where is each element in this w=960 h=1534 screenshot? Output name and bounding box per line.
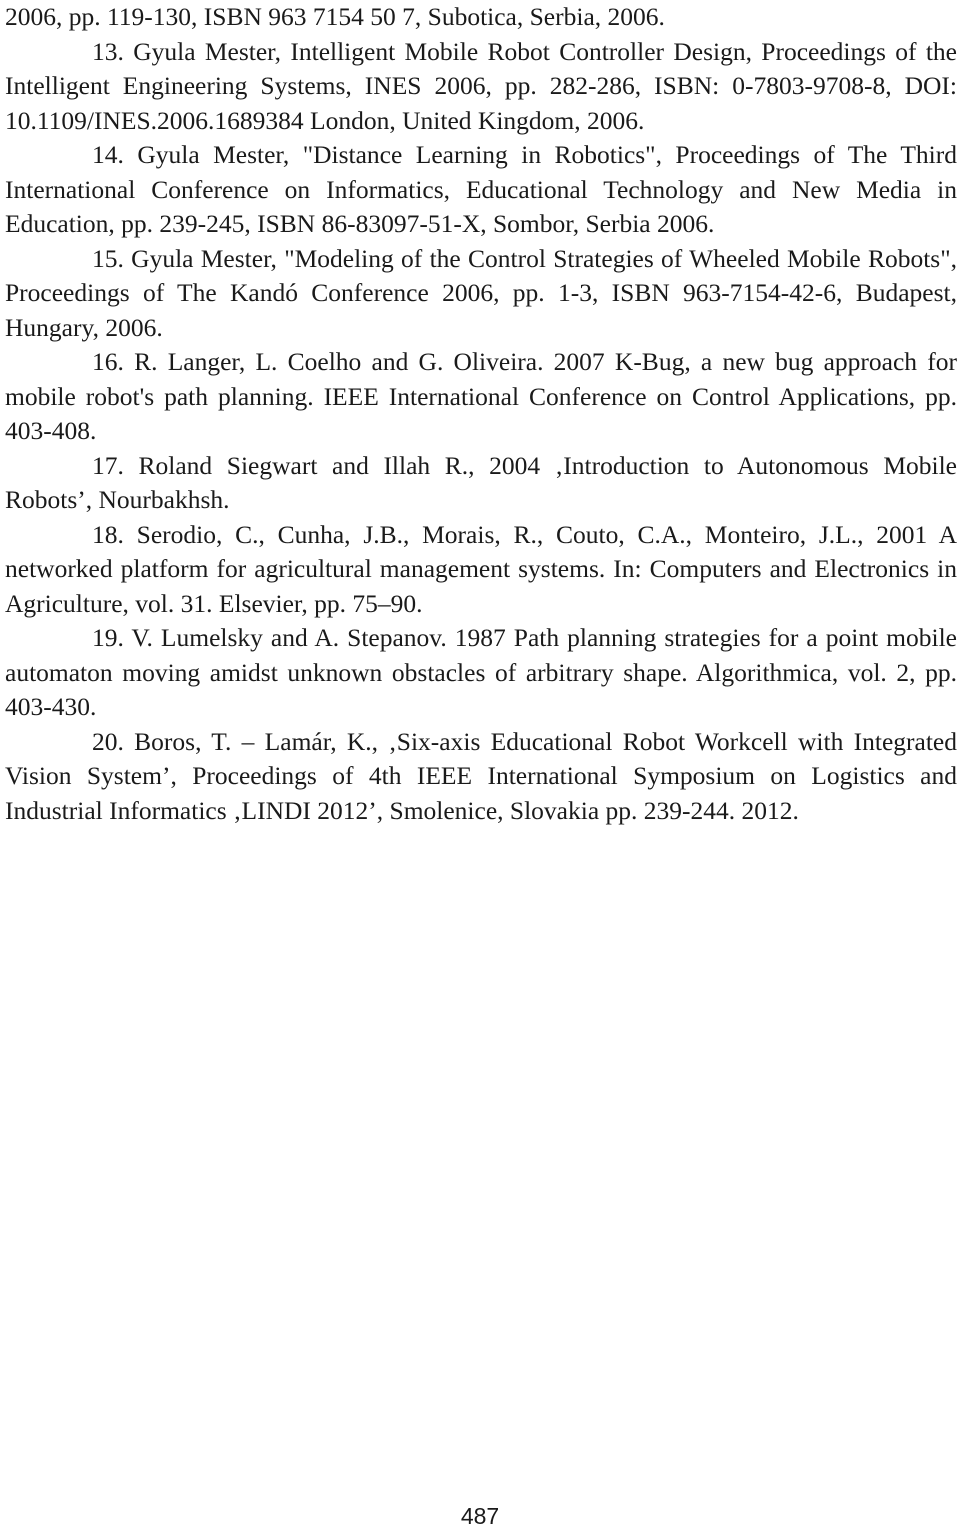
reference-item-16: 16. R. Langer, L. Coelho and G. Oliveira. 2007 K-Bug, a new bug approach for mobile robot's path planning. IEEE International Conference on Control Applications, pp. 403-408.	[5, 347, 957, 445]
reference-item-14: 14. Gyula Mester, "Distance Learning in Robotics", Proceedings of The Third International Conference on Informatics, Educational Technology and New Media in Education, pp. 239-245, ISBN 86-83097-51-X, Sombor, Serbia 2006.	[5, 140, 957, 238]
reference-item-17: 17. Roland Siegwart and Illah R., 2004 ‚Introduction to Autonomous Mobile Robots’, Nourbakhsh.	[5, 450, 957, 514]
reference-item-13: 13. Gyula Mester, Intelligent Mobile Robot Controller Design, Proceedings of the Intelligent Engineering Systems, INES 2006, pp. 282-286, ISBN: 0-7803-9708-8, DOI: 10.1109/INES.2006.1689384 London, United Kingdom, 2006.	[5, 36, 957, 135]
reference-list	[5, 0, 957, 828]
page-number: 487	[460, 1503, 500, 1529]
reference-item-12-continued: 2006, pp. 119-130, ISBN 963 7154 50 7, Subotica, Serbia, 2006.	[5, 2, 665, 31]
reference-item-18: 18. Serodio, C., Cunha, J.B., Morais, R., Couto, C.A., Monteiro, J.L., 2001 A networked platform for agricultural management systems. In: Computers and Electronics in Agriculture, vol. 31. Elsevier, pp. 75–90.	[5, 519, 957, 618]
reference-item-19: 19. V. Lumelsky and A. Stepanov. 1987 Path planning strategies for a point mobile automaton moving amidst unknown obstacles of arbitrary shape. Algorithmica, vol. 2, pp. 403-430.	[5, 623, 957, 721]
reference-item-15: 15. Gyula Mester, "Modeling of the Control Strategies of Wheeled Mobile Robots", Proceedings of The Kandó Conference 2006, pp. 1-3, ISBN 963-7154-42-6, Budapest, Hungary, 2006.	[5, 243, 957, 342]
reference-item-20: 20. Boros, T. – Lamár, K., ‚Six-axis Educational Robot Workcell with Integrated Vision System’, Proceedings of 4th IEEE International Symposium on Logistics and Industrial Informatics ‚LINDI 2012’, Smolenice, Slovakia pp. 239-244. 2012.	[5, 726, 957, 825]
